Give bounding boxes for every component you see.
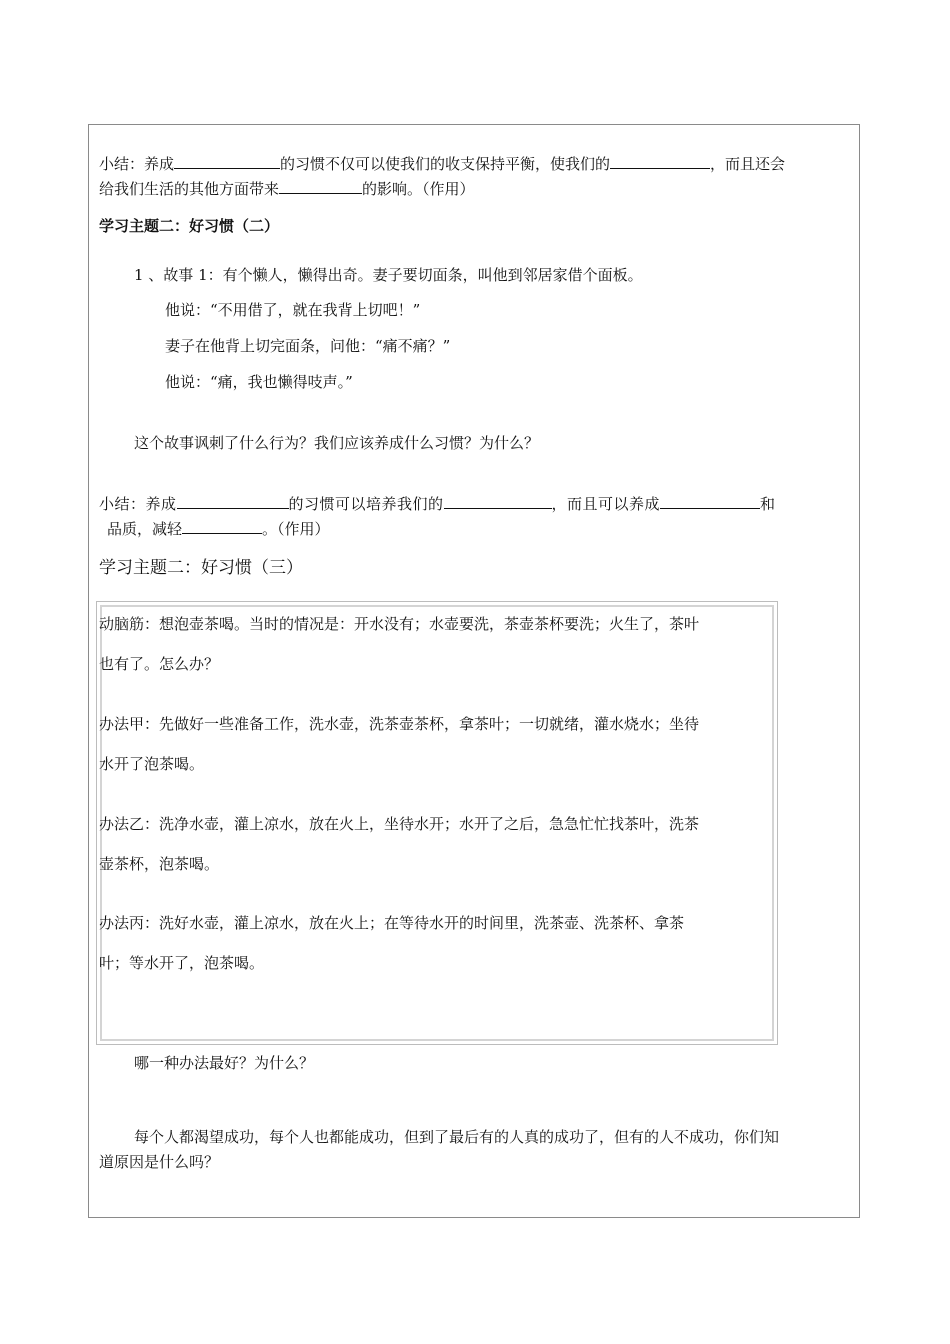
teaser-line1: 动脑筋：想泡壶茶喝。当时的情况是：开水没有；水壶要洗，茶壶茶杯要洗；火生了，茶叶 xyxy=(99,615,700,633)
summary2-line2 xyxy=(107,517,330,539)
method-b-line1: 办法乙：洗净水壶，灌上凉水，放在火上，坐待水开；水开了之后，急急忙忙找茶叶，洗茶 xyxy=(99,815,700,833)
summary1-text-d: 给我们生活的其他方面带来 xyxy=(99,179,280,198)
summary1-text-b: 的习惯不仅可以使我们的收支保持平衡，使我们的 xyxy=(280,154,611,173)
summary1-line2 xyxy=(99,177,475,199)
summary1-text-a: 小结：养成 xyxy=(99,154,175,173)
brain-teaser-inner xyxy=(100,605,774,1041)
best-method-question: 哪一种办法最好？为什么？ xyxy=(134,1054,315,1072)
summary2-text-a: 小结：养成 xyxy=(99,494,177,513)
fill-blank[interactable] xyxy=(660,492,760,509)
story-question: 这个故事讽刺了什么行为？我们应该养成什么习惯？为什么？ xyxy=(134,434,540,452)
method-a-line1: 办法甲：先做好一些准备工作，洗水壶，洗茶壶茶杯，拿茶叶；一切就绪，灌水烧水；坐待 xyxy=(99,715,700,733)
topic3-heading: 学习主题二：好习惯（三） xyxy=(99,558,303,578)
story-line3: 妻子在他背上切完面条，问他：“痛不痛？” xyxy=(165,337,451,355)
summary2-text-c: ，而且可以养成 xyxy=(551,494,661,513)
summary2-text-b: 的习惯可以培养我们的 xyxy=(288,494,444,513)
closing-line1: 每个人都渴望成功，每个人也都能成功，但到了最后有的人真的成功了，但有的人不成功，你们知 xyxy=(134,1128,780,1146)
summary2-line1 xyxy=(99,492,776,514)
story-line4: 他说：“痛，我也懒得吱声。” xyxy=(165,373,353,391)
method-c-line2: 叶；等水开了，泡茶喝。 xyxy=(99,954,265,972)
closing-line2: 道原因是什么吗？ xyxy=(99,1153,220,1171)
teaser-line2: 也有了。怎么办？ xyxy=(99,655,220,673)
fill-blank[interactable] xyxy=(444,492,552,509)
method-a-line2: 水开了泡茶喝。 xyxy=(99,755,205,773)
story-line2: 他说：“不用借了，就在我背上切吧！” xyxy=(165,301,421,319)
fill-blank[interactable] xyxy=(182,517,262,534)
fill-blank[interactable] xyxy=(610,152,710,169)
fill-blank[interactable] xyxy=(279,177,362,194)
summary2-text-d: 和 xyxy=(760,494,776,513)
method-b-line2: 壶茶杯，泡茶喝。 xyxy=(99,855,220,873)
topic2-heading: 学习主题二：好习惯（二） xyxy=(99,217,280,235)
summary1-text-e: 的影响。（作用） xyxy=(362,179,475,198)
story-line1: 1 、故事 1：有个懒人，懒得出奇。妻子要切面条，叫他到邻居家借个面板。 xyxy=(134,266,643,284)
summary2-text-e: 品质，减轻 xyxy=(107,519,183,538)
fill-blank[interactable] xyxy=(174,152,280,169)
summary1-text-c: ，而且还会 xyxy=(710,154,786,173)
method-c-line1: 办法丙：洗好水壶，灌上凉水，放在火上；在等待水开的时间里，洗茶壶、洗茶杯、拿茶 xyxy=(99,914,685,932)
fill-blank[interactable] xyxy=(177,492,289,509)
summary2-text-f: 。（作用） xyxy=(262,519,330,538)
summary1-line1 xyxy=(99,152,785,174)
brain-teaser-box xyxy=(96,601,778,1045)
